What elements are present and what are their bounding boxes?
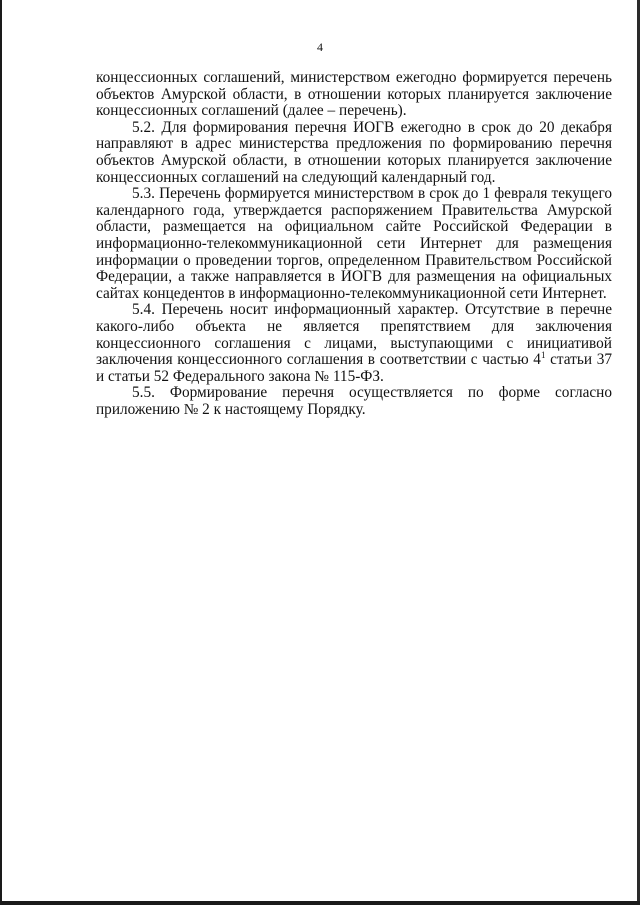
page-number: 4 — [317, 40, 323, 54]
paragraph-5-4-superscript: 1 — [540, 350, 546, 360]
paragraph-5-4-text-end: статьи 37 и статьи 52 Федерального закона № 115-ФЗ. — [96, 351, 612, 385]
paragraph-5-4 — [96, 302, 612, 385]
paragraph-5-4-text: 5.4. Перечень носит информационный характер. Отсутствие в перечне какого-либо объекта не является препятствием для заключения концессионного соглашения с лицами, выступающими с инициативой заключения концессионного соглашения в соответствии с частью 4 — [96, 301, 612, 369]
scan-edge-left — [0, 0, 2, 905]
paragraph-5-2: 5.2. Для формирования перечня ИОГВ ежегодно в срок до 20 декабря направляют в адрес министерства предложения по формированию перечня объектов Амурской области, в отношении которых планируется заключение концессионных соглашений на следующий календарный год. — [96, 118, 612, 186]
paragraph-5-5: 5.5. Формирование перечня осуществляется по форме согласно приложению № 2 к настоящему Порядку. — [96, 384, 612, 418]
scan-edge-bottom — [0, 901, 640, 905]
document-body — [96, 70, 612, 418]
paragraph-5-3: 5.3. Перечень формируется министерством в срок до 1 февраля текущего календарного года, утверждается распоряжением Правительства Амурской области, размещается на официальном сайте Российской Федерации в информационно-телекоммуникационной сети Интернет для размещения информации о проведении торгов, определенном Правительством Российской Федерации, а также направляется в ИОГВ для размещения на официальных сайтах концедентов в информационно-телекоммуникационной сети Интернет. — [96, 185, 612, 302]
paragraph-continuation: концессионных соглашений, министерством ежегодно формируется перечень объектов Амурской области, в отношении которых планируется заключение концессионных соглашений (далее – перечень). — [96, 69, 612, 120]
